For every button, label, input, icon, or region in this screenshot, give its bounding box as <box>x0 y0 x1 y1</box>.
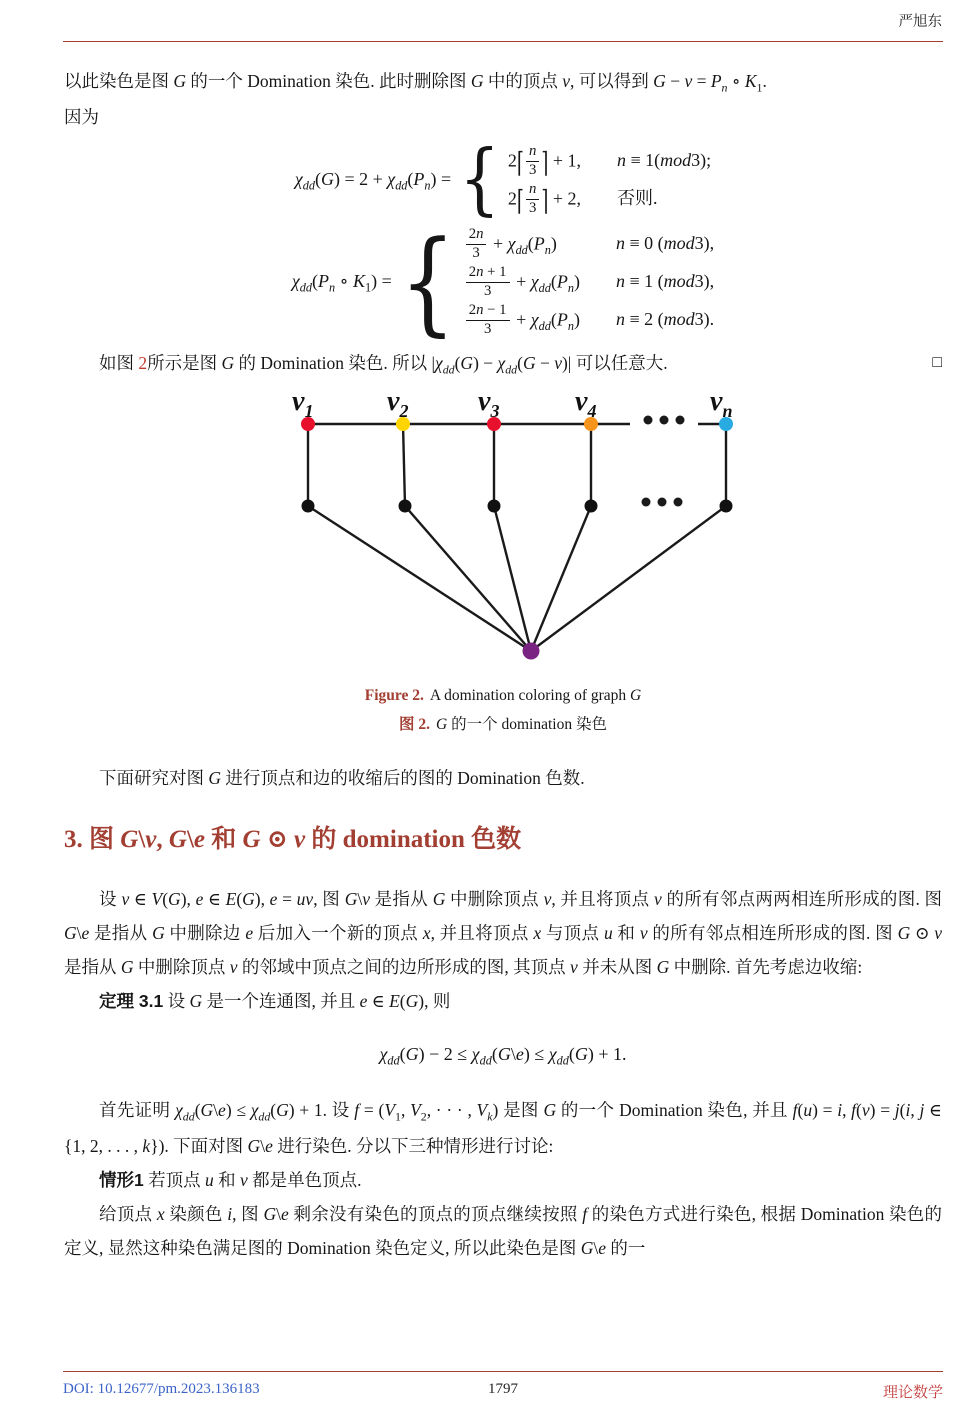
left-brace-icon: { <box>459 135 500 226</box>
page-content <box>64 64 942 1265</box>
ellipsis-dot <box>642 497 651 506</box>
pendant-edge-v2 <box>403 424 405 506</box>
ellipsis-dot <box>660 415 669 424</box>
page-number: 1797 <box>488 1381 518 1397</box>
left-brace-icon: { <box>399 215 456 348</box>
equation-1 <box>64 135 942 226</box>
figure-caption-zh-label: 图 2. <box>399 715 431 733</box>
pendant-vertex-1 <box>302 499 315 512</box>
paragraph-next-study: 下面研究对图 G 进行顶点和边的收缩后的图的 Domination 色数. <box>99 768 585 789</box>
case-row-3-expression: $\frac{2n - 1}{3}$ + $\chi_{dd}(P_n)$ <box>464 303 580 338</box>
vertex-label-v3: $v_3$ <box>478 387 500 421</box>
equation-3: $\chi_{dd}(G) - 2$ ≤ $\chi_{dd}(G\backslash e) \le \chi_{dd}(G) + 1$. <box>379 1043 627 1068</box>
theorem-3-1-statement: 定理 3.1 设 G 是一个连通图, 并且 e ∈ E(G), 则 <box>99 991 451 1012</box>
paragraph-definitions: 设 v ∈ V(G), e ∈ E(G), e = uv, 图 G\v 是指从 G 中删除顶点 v, 并且将顶点 v 的所有邻点两两相连所形成的图. 图 G\e 是指从 G 中删除边 e 后加入一个新的顶点 x, 并且将顶点 x 与顶点 u 和 v 的所有邻点相连所形成的图. 图 G ⊙ v 是指从 G 中删除顶点 v 的邻域中顶点之间的边所形成的图, 其顶点 v 并未从图 G 中删除. 首先考虑边收缩: <box>64 889 943 978</box>
case-row-2-expression: 2⌈ $\frac{n}{3}$ ⌉ + 2, <box>507 180 582 217</box>
figure-caption-zh <box>64 710 942 739</box>
vertex-label-v2: $v_2$ <box>387 387 409 421</box>
equation-1-cases <box>508 144 711 217</box>
doi-link[interactable]: DOI: 10.12677/pm.2023.136183 <box>63 1381 260 1397</box>
figure-caption-zh-text: G 的一个 domination 染色 <box>436 715 607 733</box>
case-row-2-condition: 否则. <box>617 188 658 209</box>
case-row-1-expression: $\frac{2n}{3}$ + $\chi_{dd}(P_n)$ <box>464 227 557 262</box>
ellipsis-dot <box>674 497 683 506</box>
paragraph-intro: 以此染色是图 G 的一个 Domination 染色. 此时删除图 G 中的顶点 v, 可以得到 $G - v = P_n$ ∘ $K_1$. 因为 <box>64 71 767 127</box>
center-edge-1 <box>308 506 531 651</box>
author-name: 严旭东 <box>898 14 942 30</box>
qed-box: □ <box>932 353 942 371</box>
paragraph-proof-start: 首先证明 $\chi_{dd}(G\backslash e) \le \chi_{dd}(G) + 1$. 设 $f = (V_1$, $V_2$, · · · , $V_k$) 是图 G 的一个 Domination 染色, 并且 f(u) = i, f(v) = j(i, j ∈ {1, 2, . . . , k}). 下面对图 G\e 进行染色. 分以下三种情形进行讨论: <box>64 1099 943 1156</box>
figure-2 <box>64 388 942 740</box>
case-row-2-expression: $\frac{2n + 1}{3}$ + $\chi_{dd}(P_n)$ <box>464 265 580 300</box>
equation-2-lhs: $\chi_{dd}(P_n$ ∘ $K_1$) = <box>291 270 392 295</box>
case-row-1-condition: n ≡ 1(mod3); <box>617 150 712 171</box>
page-footer <box>63 1371 943 1402</box>
paragraph-case1-detail: 给顶点 x 染颜色 i, 图 G\e 剩余没有染色的顶点的顶点继续按照 f 的染色方式进行染色, 根据 Domination 染色的定义, 显然这种染色满足图的 Domination 染色定义, 所以此染色是图 G\e 的一 <box>64 1203 943 1259</box>
equation-2 <box>64 215 942 348</box>
case-1-statement: 情形1 若顶点 u 和 v 都是单色顶点. <box>99 1169 362 1190</box>
pendant-vertex-5 <box>720 499 733 512</box>
paragraph-figure-ref <box>64 346 942 382</box>
vertex-label-vn: $v_n$ <box>710 387 733 421</box>
figure-graph-svg <box>258 388 748 673</box>
pendant-vertex-2 <box>399 499 412 512</box>
journal-name: 理论数学 <box>882 1385 943 1401</box>
center-vertex <box>523 642 540 659</box>
figure-ref-text: 如图 2所示是图 G 的 Domination 染色. 所以 $|\chi_{dd}(G) - \chi_{dd}(G - v)|$ 可以任意大. <box>99 352 668 377</box>
case-row-1-expression: 2⌈ $\frac{n}{3}$ ⌉ + 1, <box>507 142 582 179</box>
header-rule <box>63 41 943 42</box>
page-header <box>64 10 942 31</box>
figure-caption-en-text: A domination coloring of graph G <box>429 686 642 704</box>
figure-caption <box>64 681 942 740</box>
case-row-3-condition: n ≡ 2 (mod3). <box>616 309 715 330</box>
figure-caption-en-label: Figure 2. <box>364 686 424 704</box>
vertex-label-v4: $v_4$ <box>575 387 597 421</box>
vertex-label-v1: $v_1$ <box>292 387 314 421</box>
ellipsis-dot <box>644 415 653 424</box>
ellipsis-dot <box>658 497 667 506</box>
case-row-2-condition: n ≡ 1 (mod3), <box>616 271 715 292</box>
equation-1-lhs: $\chi_{dd}(G) = 2 + \chi_{dd}(P_n)$ = <box>294 168 452 193</box>
ellipsis-dot <box>676 415 685 424</box>
figure-caption-en <box>64 681 942 710</box>
pendant-vertex-4 <box>585 499 598 512</box>
section-3-heading: 3. 图 G\v, G\e 和 G ⊙ v 的 domination 色数 <box>64 825 522 853</box>
case-row-1-condition: n ≡ 0 (mod3), <box>616 233 715 254</box>
equation-2-cases <box>464 227 714 338</box>
pendant-vertex-3 <box>488 499 501 512</box>
